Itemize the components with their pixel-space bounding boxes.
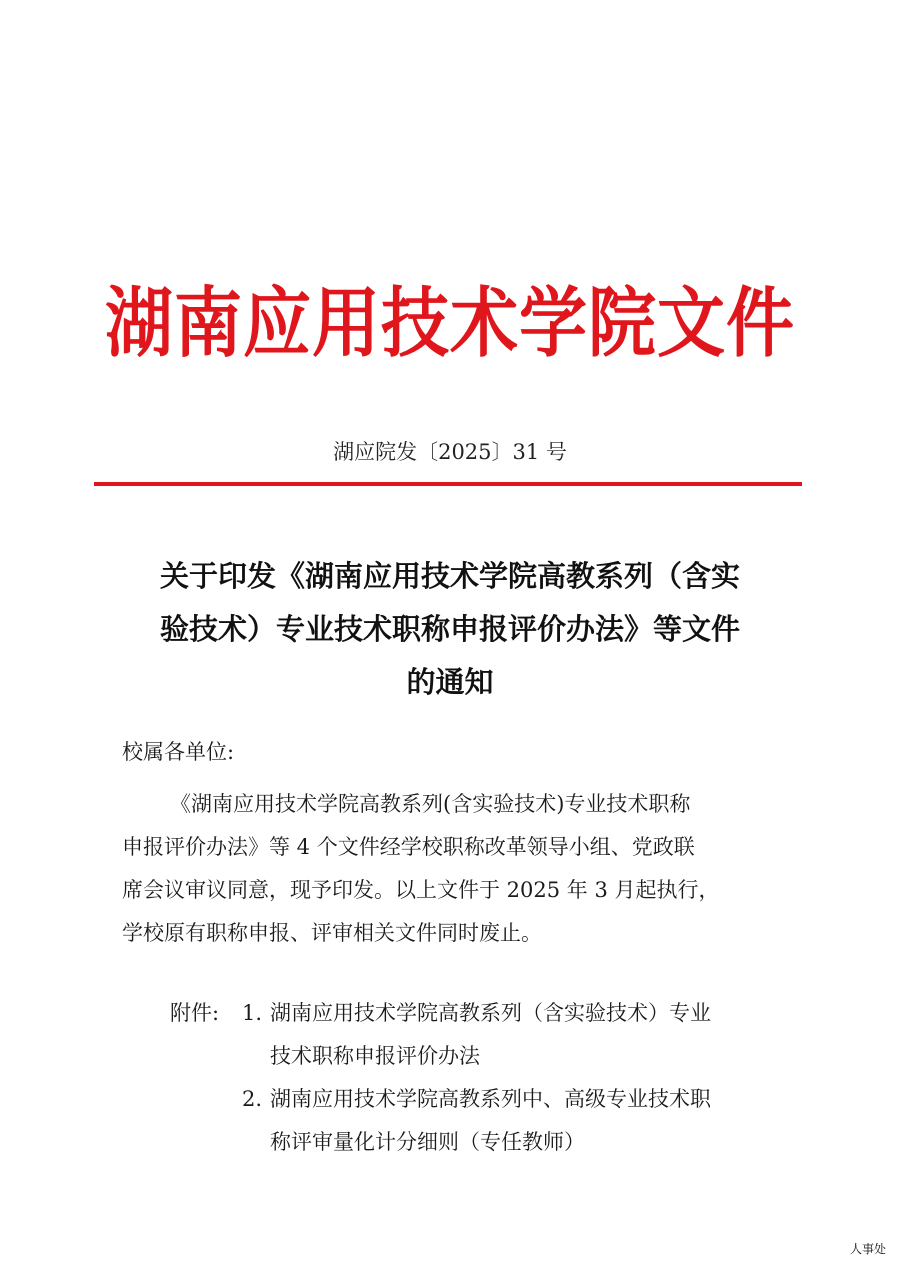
attachment-continuation [170,1121,790,1164]
document-number: 湖应院发〔2025〕31 号 [333,440,567,464]
body-line: 席会议审议同意，现予印发。以上文件于 2025 年 3 月起执行， [122,878,720,902]
department-stamp: 人事处 [849,1242,886,1256]
body-line: 申报评价办法》等 4 个文件经学校职称改革领导小组、党政联 [122,835,695,859]
attachment-line: 湖南应用技术学院高教系列（含实验技术）专业 [270,1001,711,1025]
document-title [100,550,800,709]
body-paragraph [122,783,782,955]
attachment-number: 1. [242,1001,263,1025]
body-line: 《湖南应用技术学院高教系列(含实验技术)专业技术职称 [170,792,691,816]
attachment-item [170,992,790,1035]
red-divider [94,482,802,486]
attachment-line: 称评审量化计分细则（专任教师） [270,1130,585,1154]
addressee: 校属各单位: [122,740,235,764]
title-line: 的通知 [406,665,494,699]
attachment-line: 技术职称申报评价办法 [270,1044,480,1068]
attachment-line: 湖南应用技术学院高教系列中、高级专业技术职 [270,1087,711,1111]
masthead-title: 湖南应用技术学院文件 [104,280,795,369]
body-line: 学校原有职称申报、评审相关文件同时废止。 [122,921,542,945]
attachment-item [170,1078,790,1121]
attachments-list [170,992,790,1164]
attachment-continuation [170,1035,790,1078]
title-line: 验技术）专业技术职称申报评价办法》等文件 [159,612,740,646]
title-line: 关于印发《湖南应用技术学院高教系列（含实 [159,559,740,593]
attachment-number: 2. [242,1087,263,1111]
attachments-label: 附件: [170,1001,220,1025]
